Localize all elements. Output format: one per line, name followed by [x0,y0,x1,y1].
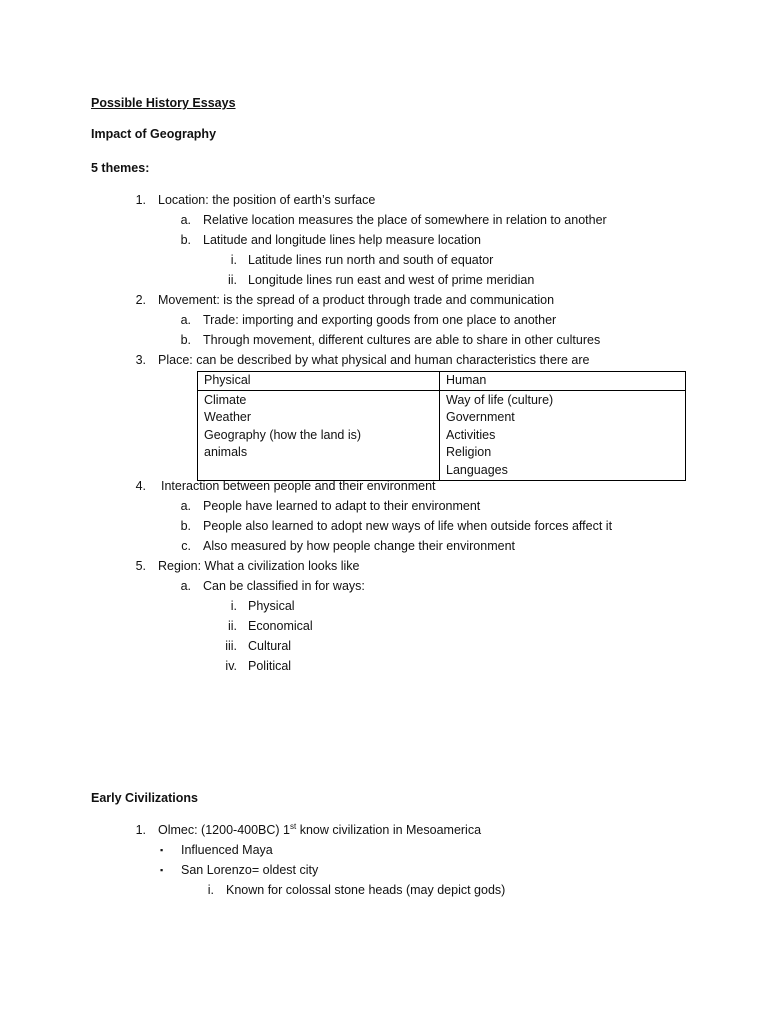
table-cell-line: Government [446,410,515,424]
table-cell-line: Religion [446,445,492,459]
list-item: Can be classified in for ways: [203,579,365,593]
section-heading-geography: Impact of Geography [91,127,217,141]
list-item: Latitude lines run north and south of equator [248,253,494,267]
list-item: Relative location measures the place of somewhere in relation to another [203,213,607,227]
table-cell-line: Weather [204,410,252,424]
table-cell-line: Activities [446,427,496,442]
olmec-text: Olmec: (1200-400BC) 1 [158,823,291,837]
themes-label: 5 themes: [91,161,150,175]
table-cell-line: Way of life (culture) [446,392,554,407]
bullet-item: Influenced Maya [181,843,273,857]
list-item: Known for colossal stone heads (may depict gods) [226,883,506,897]
list-marker: b. [180,333,191,347]
list-marker: 3. [135,353,146,367]
list-item-movement: Movement: is the spread of a product through trade and communication [158,293,555,307]
list-item-place: Place: can be described by what physical and human characteristics there are [158,353,590,367]
characteristics-table [197,371,686,481]
list-marker: 1. [135,823,146,837]
table-cell-line: animals [204,445,248,459]
physical-cell [198,390,440,481]
list-item-interaction: Interaction between people and their environment [161,479,436,493]
list-item: Economical [248,619,313,633]
list-item: Political [248,659,292,673]
list-marker: i. [207,883,214,897]
list-marker: 2. [135,293,146,307]
list-marker: b. [180,233,191,247]
list-item: Cultural [248,639,292,653]
table-header-human: Human [440,372,686,391]
table-cell-line: Climate [204,392,247,407]
list-marker: a. [180,313,191,327]
list-marker: a. [180,499,191,513]
list-item: Physical [248,599,295,613]
olmec-text-suffix: know civilization in Mesoamerica [296,823,482,837]
list-item: Through movement, different cultures are able to share in other cultures [203,333,601,347]
list-marker: iv. [225,659,237,673]
list-item-region: Region: What a civilization looks like [158,559,360,573]
list-marker: ii. [227,619,237,633]
list-item-location: Location: the position of earth’s surface [158,193,376,207]
document-title: Possible History Essays [91,96,236,110]
list-marker: b. [180,519,191,533]
table-cell-line: Geography (how the land is) [204,427,362,442]
list-marker: 5. [135,559,146,573]
list-marker: 1. [135,193,146,207]
table-cell-line: Languages [446,462,508,477]
human-cell [440,390,686,481]
list-marker: ii. [227,273,237,287]
list-marker: a. [180,579,191,593]
list-item: People have learned to adapt to their environment [203,499,481,513]
table-header-physical: Physical [198,372,440,391]
bullet-item: San Lorenzo= oldest city [181,863,319,877]
list-item: Longitude lines run east and west of prime meridian [248,273,535,287]
list-item-olmec [158,822,481,838]
list-marker: iii. [225,639,237,653]
list-marker: i. [230,599,237,613]
list-item: Latitude and longitude lines help measure location [203,233,481,247]
list-item: Also measured by how people change their environment [203,539,515,553]
bullet-icon: ▪ [160,865,164,875]
table-header-row [198,372,686,391]
list-marker: a. [180,213,191,227]
list-item: People also learned to adopt new ways of life when outside forces affect it [203,519,613,533]
list-marker: 4. [135,479,146,493]
list-marker: i. [230,253,237,267]
list-marker: c. [181,539,191,553]
section-heading-early-civilizations: Early Civilizations [91,791,198,805]
bullet-icon: ▪ [160,845,164,855]
list-item: Trade: importing and exporting goods from one place to another [203,313,557,327]
table-row [198,390,686,481]
ordinal-superscript: st [290,821,297,831]
